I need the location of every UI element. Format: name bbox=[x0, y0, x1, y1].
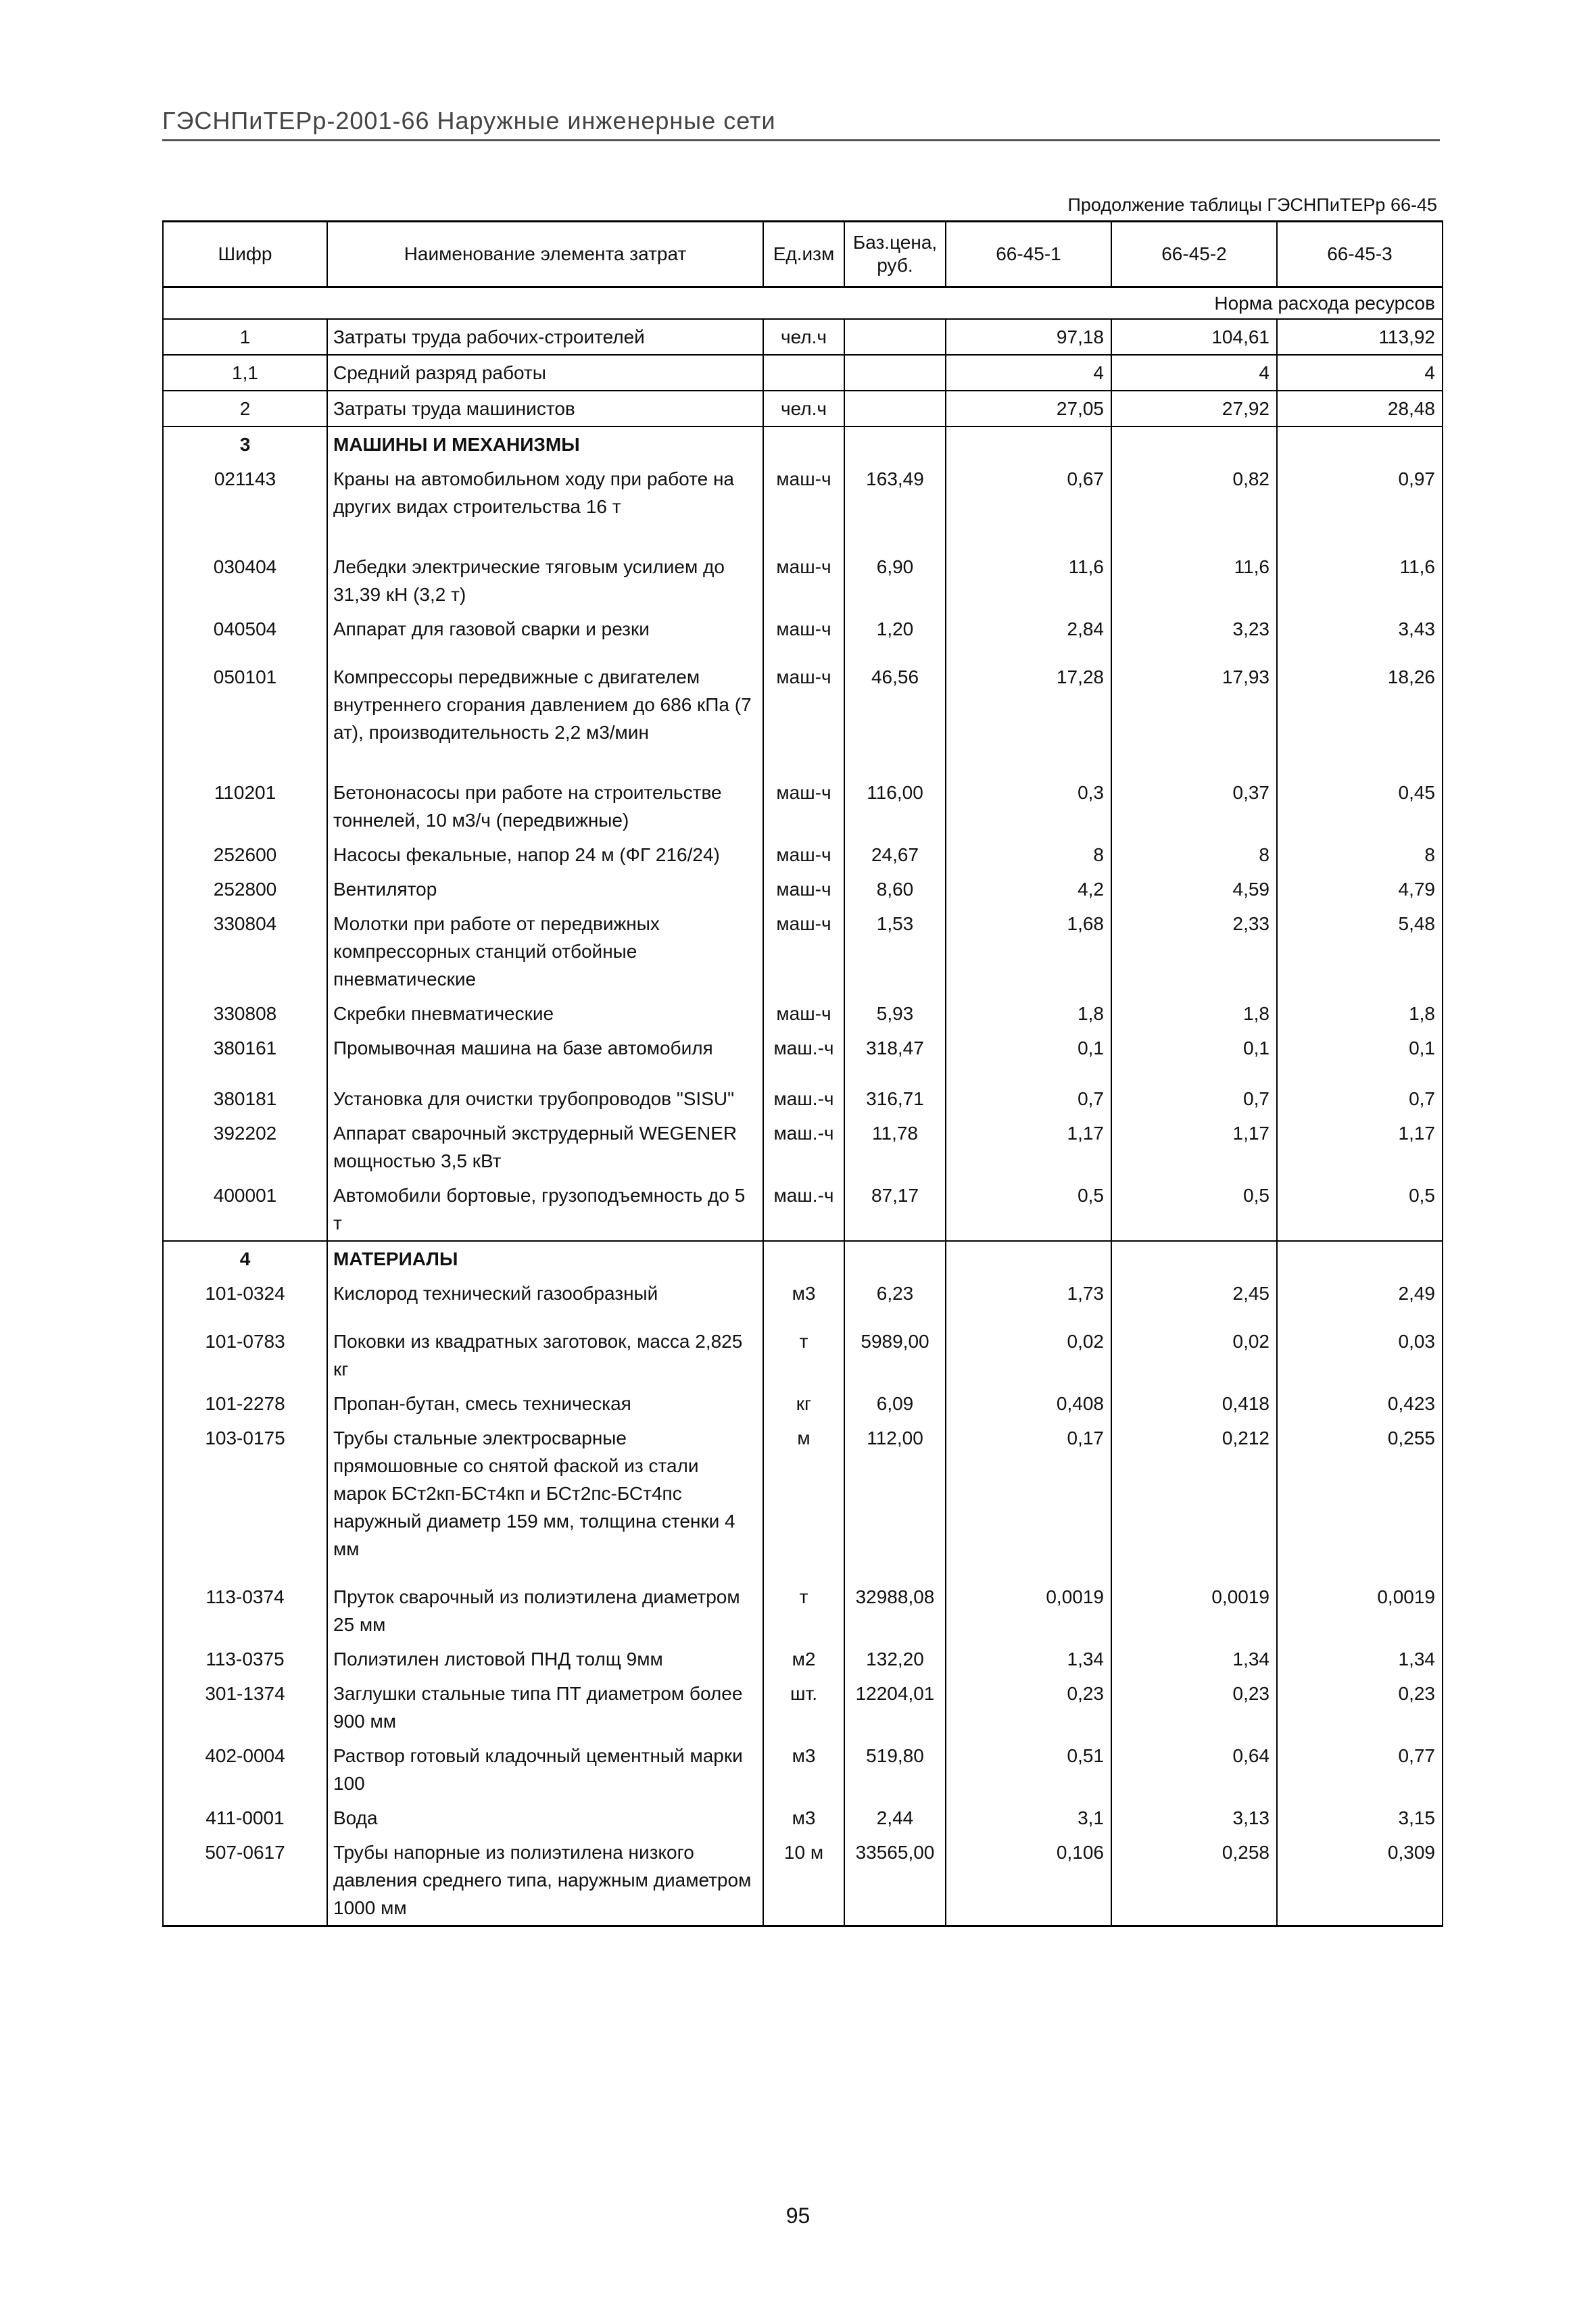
cell-price: 5,93 bbox=[844, 996, 946, 1031]
cell-66-45-1: 97,18 bbox=[946, 319, 1111, 355]
cell-code: 113-0375 bbox=[163, 1642, 327, 1676]
cell-66-45-3: 28,48 bbox=[1277, 391, 1443, 427]
cell-price: 33565,00 bbox=[844, 1835, 946, 1926]
cell-code: 113-0374 bbox=[163, 1580, 327, 1642]
cell-name: Средний разряд работы bbox=[327, 355, 763, 391]
cell-66-45-2: 1,34 bbox=[1111, 1642, 1277, 1676]
cell-66-45-1: 3,1 bbox=[946, 1801, 1111, 1835]
cell-unit: 10 м bbox=[763, 1835, 844, 1926]
table-row bbox=[163, 872, 1443, 906]
cell-code: 252800 bbox=[163, 872, 327, 906]
cell-name: Кислород технический газообразный bbox=[327, 1276, 763, 1324]
table-row bbox=[163, 775, 1443, 837]
table-row bbox=[163, 1178, 1443, 1241]
cell-code: 402-0004 bbox=[163, 1738, 327, 1801]
cell-66-45-1: 0,1 bbox=[946, 1031, 1111, 1081]
cell-66-45-2: 3,23 bbox=[1111, 612, 1277, 660]
cell-name: Заглушки стальные типа ПТ диаметром более 900 мм bbox=[327, 1676, 763, 1738]
cell-66-45-2: 11,6 bbox=[1111, 550, 1277, 612]
cell-code: 400001 bbox=[163, 1178, 327, 1241]
cell-price: 1,53 bbox=[844, 906, 946, 996]
cell-code: 1,1 bbox=[163, 355, 327, 391]
cell-unit: маш-ч bbox=[763, 550, 844, 612]
cell-code: 3 bbox=[163, 427, 327, 462]
cell-66-45-2: 0,7 bbox=[1111, 1081, 1277, 1116]
running-header: ГЭСНПиТЕРр-2001-66 Наружные инженерные сети bbox=[162, 107, 776, 135]
cell-66-45-3: 0,23 bbox=[1277, 1676, 1443, 1738]
cell-name: Затраты труда рабочих-строителей bbox=[327, 319, 763, 355]
cell-code: 110201 bbox=[163, 775, 327, 837]
cell-name: Пропан-бутан, смесь техническая bbox=[327, 1386, 763, 1421]
table-header-row bbox=[163, 222, 1443, 287]
cell-name: МАШИНЫ И МЕХАНИЗМЫ bbox=[327, 427, 763, 462]
cell-unit: маш-ч bbox=[763, 462, 844, 550]
cell-price: 163,49 bbox=[844, 462, 946, 550]
table-row bbox=[163, 1676, 1443, 1738]
table-row bbox=[163, 1081, 1443, 1116]
cell-unit bbox=[763, 1241, 844, 1276]
table-row bbox=[163, 391, 1443, 427]
cell-price: 24,67 bbox=[844, 837, 946, 872]
page-number: 95 bbox=[785, 2203, 811, 2228]
header-code: Шифр bbox=[163, 222, 327, 287]
cell-66-45-3: 5,48 bbox=[1277, 906, 1443, 996]
cell-66-45-3: 0,7 bbox=[1277, 1081, 1443, 1116]
cell-66-45-1: 8 bbox=[946, 837, 1111, 872]
norm-row bbox=[163, 287, 1443, 320]
cell-66-45-2: 1,8 bbox=[1111, 996, 1277, 1031]
cell-price: 318,47 bbox=[844, 1031, 946, 1081]
cell-66-45-2: 0,23 bbox=[1111, 1676, 1277, 1738]
table-row bbox=[163, 550, 1443, 612]
cell-unit: маш.-ч bbox=[763, 1031, 844, 1081]
header-col-66-45-1: 66-45-1 bbox=[946, 222, 1111, 287]
cell-price: 5989,00 bbox=[844, 1324, 946, 1386]
cell-price: 112,00 bbox=[844, 1421, 946, 1580]
cell-code: 040504 bbox=[163, 612, 327, 660]
cell-66-45-1 bbox=[946, 427, 1111, 462]
cell-price: 32988,08 bbox=[844, 1580, 946, 1642]
cell-66-45-3: 0,1 bbox=[1277, 1031, 1443, 1081]
cell-66-45-3: 0,45 bbox=[1277, 775, 1443, 837]
cell-66-45-2 bbox=[1111, 1241, 1277, 1276]
cell-66-45-1: 2,84 bbox=[946, 612, 1111, 660]
cell-66-45-2: 8 bbox=[1111, 837, 1277, 872]
cell-66-45-1: 1,8 bbox=[946, 996, 1111, 1031]
cell-code: 103-0175 bbox=[163, 1421, 327, 1580]
cell-code: 2 bbox=[163, 391, 327, 427]
cell-66-45-3: 0,03 bbox=[1277, 1324, 1443, 1386]
cell-66-45-1: 4,2 bbox=[946, 872, 1111, 906]
cell-66-45-2 bbox=[1111, 427, 1277, 462]
cell-code: 380181 bbox=[163, 1081, 327, 1116]
cell-code: 1 bbox=[163, 319, 327, 355]
cell-unit: маш-ч bbox=[763, 612, 844, 660]
cell-code: 050101 bbox=[163, 660, 327, 775]
cell-price: 1,20 bbox=[844, 612, 946, 660]
cell-unit: кг bbox=[763, 1386, 844, 1421]
cell-66-45-3 bbox=[1277, 1241, 1443, 1276]
cell-66-45-1 bbox=[946, 1241, 1111, 1276]
cell-code: 021143 bbox=[163, 462, 327, 550]
cell-unit bbox=[763, 355, 844, 391]
cell-unit: м3 bbox=[763, 1801, 844, 1835]
cell-price: 316,71 bbox=[844, 1081, 946, 1116]
cell-66-45-2: 3,13 bbox=[1111, 1801, 1277, 1835]
table-caption: Продолжение таблицы ГЭСНПиТЕРр 66-45 bbox=[1067, 195, 1437, 215]
cell-unit: маш.-ч bbox=[763, 1116, 844, 1178]
cell-66-45-2: 0,64 bbox=[1111, 1738, 1277, 1801]
table-body bbox=[163, 287, 1443, 1926]
cell-66-45-1: 0,106 bbox=[946, 1835, 1111, 1926]
cell-66-45-3: 3,43 bbox=[1277, 612, 1443, 660]
cell-66-45-3: 0,0019 bbox=[1277, 1580, 1443, 1642]
cell-price: 6,09 bbox=[844, 1386, 946, 1421]
cell-code: 101-0324 bbox=[163, 1276, 327, 1324]
cell-price: 46,56 bbox=[844, 660, 946, 775]
cell-66-45-3: 0,255 bbox=[1277, 1421, 1443, 1580]
table-row bbox=[163, 906, 1443, 996]
cell-66-45-2: 0,02 bbox=[1111, 1324, 1277, 1386]
cell-66-45-3: 18,26 bbox=[1277, 660, 1443, 775]
cell-66-45-1: 0,23 bbox=[946, 1676, 1111, 1738]
header-col-66-45-2: 66-45-2 bbox=[1111, 222, 1277, 287]
cell-price bbox=[844, 1241, 946, 1276]
cell-unit: м3 bbox=[763, 1276, 844, 1324]
cell-price bbox=[844, 427, 946, 462]
cell-name: Автомобили бортовые, грузоподъемность до 5 т bbox=[327, 1178, 763, 1241]
cell-66-45-2: 0,418 bbox=[1111, 1386, 1277, 1421]
table-row bbox=[163, 1738, 1443, 1801]
cell-code: 507-0617 bbox=[163, 1835, 327, 1926]
cell-unit: м2 bbox=[763, 1642, 844, 1676]
cell-code: 330804 bbox=[163, 906, 327, 996]
cell-name: Полиэтилен листовой ПНД толщ 9мм bbox=[327, 1642, 763, 1676]
cell-unit bbox=[763, 427, 844, 462]
cell-name: Лебедки электрические тяговым усилием до 31,39 кН (3,2 т) bbox=[327, 550, 763, 612]
cell-price: 519,80 bbox=[844, 1738, 946, 1801]
header-name: Наименование элемента затрат bbox=[327, 222, 763, 287]
cell-name: Трубы стальные электросварные прямошовные со снятой фаской из стали марок БСт2кп-БСт4кп и БСт2пс-БСт4пс наружный диаметр 159 мм, толщина стенки 4 мм bbox=[327, 1421, 763, 1580]
cell-66-45-2: 2,33 bbox=[1111, 906, 1277, 996]
cell-code: 252600 bbox=[163, 837, 327, 872]
cell-unit: маш-ч bbox=[763, 996, 844, 1031]
cell-price: 11,78 bbox=[844, 1116, 946, 1178]
cell-unit: шт. bbox=[763, 1676, 844, 1738]
cell-66-45-1: 0,02 bbox=[946, 1324, 1111, 1386]
cell-code: 101-2278 bbox=[163, 1386, 327, 1421]
cell-name: Краны на автомобильном ходу при работе на других видах строительства 16 т bbox=[327, 462, 763, 550]
cell-66-45-1: 0,3 bbox=[946, 775, 1111, 837]
header-rule bbox=[162, 139, 1440, 141]
cell-price: 2,44 bbox=[844, 1801, 946, 1835]
table-row bbox=[163, 1642, 1443, 1676]
header-col-66-45-3: 66-45-3 bbox=[1277, 222, 1443, 287]
cell-price: 8,60 bbox=[844, 872, 946, 906]
cell-name: Бетононасосы при работе на строительстве тоннелей, 10 м3/ч (передвижные) bbox=[327, 775, 763, 837]
cell-price: 87,17 bbox=[844, 1178, 946, 1241]
cell-66-45-3: 113,92 bbox=[1277, 319, 1443, 355]
cell-66-45-2: 27,92 bbox=[1111, 391, 1277, 427]
cell-unit: чел.ч bbox=[763, 391, 844, 427]
table-row bbox=[163, 1276, 1443, 1324]
cell-66-45-1: 0,5 bbox=[946, 1178, 1111, 1241]
cell-unit: м3 bbox=[763, 1738, 844, 1801]
cell-name: Компрессоры передвижные с двигателем внутреннего сгорания давлением до 686 кПа (7 ат), производительность 2,2 м3/мин bbox=[327, 660, 763, 775]
cell-66-45-2: 2,45 bbox=[1111, 1276, 1277, 1324]
cell-code: 101-0783 bbox=[163, 1324, 327, 1386]
cell-66-45-3: 1,17 bbox=[1277, 1116, 1443, 1178]
cell-66-45-3: 0,5 bbox=[1277, 1178, 1443, 1241]
cell-66-45-2: 0,258 bbox=[1111, 1835, 1277, 1926]
cell-unit: чел.ч bbox=[763, 319, 844, 355]
cell-66-45-2: 104,61 bbox=[1111, 319, 1277, 355]
cell-66-45-3: 2,49 bbox=[1277, 1276, 1443, 1324]
cell-66-45-1: 0,0019 bbox=[946, 1580, 1111, 1642]
table-row bbox=[163, 1580, 1443, 1642]
cell-66-45-2: 0,1 bbox=[1111, 1031, 1277, 1081]
cell-66-45-3 bbox=[1277, 427, 1443, 462]
cell-price: 6,23 bbox=[844, 1276, 946, 1324]
cell-name: Промывочная машина на базе автомобиля bbox=[327, 1031, 763, 1081]
cell-unit: маш-ч bbox=[763, 837, 844, 872]
cell-unit: т bbox=[763, 1324, 844, 1386]
cell-price bbox=[844, 391, 946, 427]
cell-name: Вода bbox=[327, 1801, 763, 1835]
table-row bbox=[163, 996, 1443, 1031]
cell-66-45-2: 4,59 bbox=[1111, 872, 1277, 906]
header-price: Баз.цена, руб. bbox=[844, 222, 946, 287]
cell-name: МАТЕРИАЛЫ bbox=[327, 1241, 763, 1276]
cell-66-45-3: 4,79 bbox=[1277, 872, 1443, 906]
cell-code: 301-1374 bbox=[163, 1676, 327, 1738]
table-row bbox=[163, 427, 1443, 462]
cell-66-45-2: 0,212 bbox=[1111, 1421, 1277, 1580]
cell-66-45-3: 1,34 bbox=[1277, 1642, 1443, 1676]
cell-code: 030404 bbox=[163, 550, 327, 612]
cell-66-45-3: 0,77 bbox=[1277, 1738, 1443, 1801]
cell-name: Вентилятор bbox=[327, 872, 763, 906]
cell-price: 132,20 bbox=[844, 1642, 946, 1676]
cell-unit: маш.-ч bbox=[763, 1081, 844, 1116]
table-row bbox=[163, 612, 1443, 660]
cell-66-45-3: 4 bbox=[1277, 355, 1443, 391]
cell-name: Поковки из квадратных заготовок, масса 2,825 кг bbox=[327, 1324, 763, 1386]
cell-name: Молотки при работе от передвижных компрессорных станций отбойные пневматические bbox=[327, 906, 763, 996]
cell-66-45-3: 3,15 bbox=[1277, 1801, 1443, 1835]
cell-66-45-1: 1,68 bbox=[946, 906, 1111, 996]
cell-66-45-1: 1,34 bbox=[946, 1642, 1111, 1676]
cell-unit: маш.-ч bbox=[763, 1178, 844, 1241]
cell-66-45-1: 27,05 bbox=[946, 391, 1111, 427]
cell-name: Пруток сварочный из полиэтилена диаметром 25 мм bbox=[327, 1580, 763, 1642]
cell-66-45-1: 0,7 bbox=[946, 1081, 1111, 1116]
cell-name: Насосы фекальные, напор 24 м (ФГ 216/24) bbox=[327, 837, 763, 872]
cell-66-45-3: 11,6 bbox=[1277, 550, 1443, 612]
cell-66-45-1: 0,67 bbox=[946, 462, 1111, 550]
cell-code: 330808 bbox=[163, 996, 327, 1031]
norm-row-label: Норма расхода ресурсов bbox=[163, 287, 1443, 320]
cell-66-45-3: 0,97 bbox=[1277, 462, 1443, 550]
cell-code: 392202 bbox=[163, 1116, 327, 1178]
cell-66-45-1: 0,51 bbox=[946, 1738, 1111, 1801]
resource-norms-table bbox=[162, 220, 1443, 1927]
cell-unit: маш-ч bbox=[763, 872, 844, 906]
cell-price: 12204,01 bbox=[844, 1676, 946, 1738]
table-row bbox=[163, 1241, 1443, 1276]
cell-66-45-1: 11,6 bbox=[946, 550, 1111, 612]
table-row bbox=[163, 1386, 1443, 1421]
table-row bbox=[163, 1835, 1443, 1926]
cell-66-45-1: 4 bbox=[946, 355, 1111, 391]
cell-price: 6,90 bbox=[844, 550, 946, 612]
cell-name: Скребки пневматические bbox=[327, 996, 763, 1031]
cell-code: 4 bbox=[163, 1241, 327, 1276]
cell-66-45-2: 17,93 bbox=[1111, 660, 1277, 775]
cell-unit: маш-ч bbox=[763, 660, 844, 775]
cell-unit: м bbox=[763, 1421, 844, 1580]
cell-66-45-2: 0,37 bbox=[1111, 775, 1277, 837]
cell-name: Установка для очистки трубопроводов "SISU" bbox=[327, 1081, 763, 1116]
cell-unit: т bbox=[763, 1580, 844, 1642]
table-row bbox=[163, 1031, 1443, 1081]
cell-unit: маш-ч bbox=[763, 775, 844, 837]
table-row bbox=[163, 1116, 1443, 1178]
cell-name: Затраты труда машинистов bbox=[327, 391, 763, 427]
cell-66-45-3: 0,309 bbox=[1277, 1835, 1443, 1926]
cell-66-45-1: 0,17 bbox=[946, 1421, 1111, 1580]
cell-66-45-1: 1,17 bbox=[946, 1116, 1111, 1178]
cell-price bbox=[844, 319, 946, 355]
cell-66-45-2: 4 bbox=[1111, 355, 1277, 391]
cell-name: Трубы напорные из полиэтилена низкого давления среднего типа, наружным диаметром 1000 мм bbox=[327, 1835, 763, 1926]
cell-66-45-2: 1,17 bbox=[1111, 1116, 1277, 1178]
cell-price bbox=[844, 355, 946, 391]
cell-66-45-3: 8 bbox=[1277, 837, 1443, 872]
cell-price: 116,00 bbox=[844, 775, 946, 837]
table-row bbox=[163, 1324, 1443, 1386]
cell-name: Аппарат сварочный экструдерный WEGENER мощностью 3,5 кВт bbox=[327, 1116, 763, 1178]
cell-66-45-2: 0,0019 bbox=[1111, 1580, 1277, 1642]
table-row bbox=[163, 462, 1443, 550]
cell-66-45-1: 17,28 bbox=[946, 660, 1111, 775]
cell-66-45-2: 0,5 bbox=[1111, 1178, 1277, 1241]
table-row bbox=[163, 837, 1443, 872]
cell-66-45-3: 1,8 bbox=[1277, 996, 1443, 1031]
cell-66-45-1: 0,408 bbox=[946, 1386, 1111, 1421]
table-row bbox=[163, 660, 1443, 775]
table-row bbox=[163, 355, 1443, 391]
cell-unit: маш-ч bbox=[763, 906, 844, 996]
cell-66-45-1: 1,73 bbox=[946, 1276, 1111, 1324]
cell-name: Аппарат для газовой сварки и резки bbox=[327, 612, 763, 660]
table-row bbox=[163, 319, 1443, 355]
cell-66-45-3: 0,423 bbox=[1277, 1386, 1443, 1421]
table-row bbox=[163, 1801, 1443, 1835]
cell-66-45-2: 0,82 bbox=[1111, 462, 1277, 550]
cell-name: Раствор готовый кладочный цементный марки 100 bbox=[327, 1738, 763, 1801]
cell-code: 380161 bbox=[163, 1031, 327, 1081]
header-unit: Ед.изм bbox=[763, 222, 844, 287]
cell-code: 411-0001 bbox=[163, 1801, 327, 1835]
table-row bbox=[163, 1421, 1443, 1580]
